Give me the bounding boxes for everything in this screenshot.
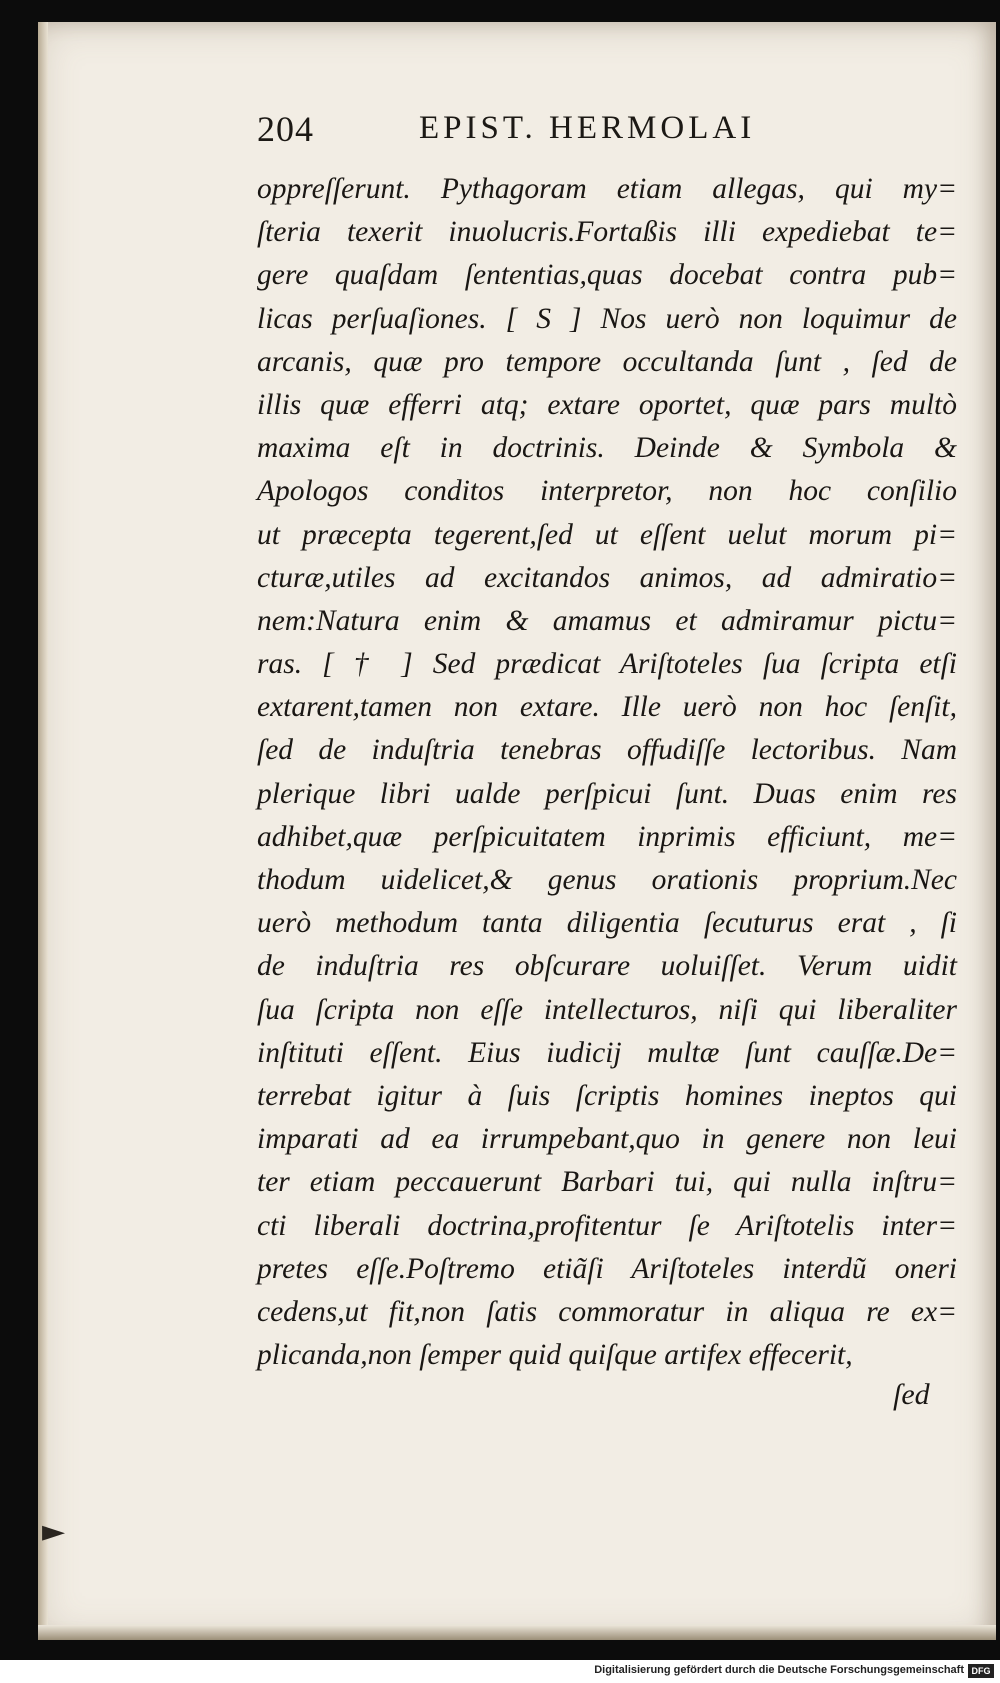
text-line: cedens,ut fit,non ſatis commoratur in aliqua re ex=: [257, 1295, 957, 1328]
text-line: ter etiam peccauerunt Barbari tui, qui nulla inſtru=: [257, 1166, 957, 1199]
footer-credit: Digitalisierung gefördert durch die Deutsche Forschungsgemeinschaft: [594, 1664, 964, 1676]
catchword: ſed: [893, 1378, 930, 1411]
text-line: plicanda,non ſemper quid quiſque artifex effecerit,: [257, 1339, 853, 1372]
running-head-title: EPIST. HERMOLAI: [419, 110, 756, 146]
running-head: [257, 108, 977, 158]
text-line: uerò methodum tanta diligentia ſecuturus erat , ſi: [257, 907, 957, 940]
page-gutter-edge: [38, 22, 48, 1640]
text-line: ſua ſcripta non eſſe intellecturos, niſi qui liberaliter: [257, 993, 957, 1026]
text-line: cti liberali doctrina,profitentur ſe Ariſtotelis inter=: [257, 1209, 957, 1242]
body-text: [257, 168, 957, 1377]
text-line: licas perſuaſiones. [ S ] Nos uerò non loquimur de: [257, 302, 957, 335]
text-line: ras. [ † ] Sed prædicat Ariſtoteles ſua ſcripta etſi: [257, 648, 957, 681]
text-line: maxima eſt in doctrinis. Deinde & Symbola &: [257, 432, 957, 465]
page-number: 204: [257, 109, 314, 149]
text-line: thodum uidelicet,& genus orationis proprium.Nec: [257, 864, 957, 896]
text-line: illis quæ efferri atq; extare oportet, quæ pars multò: [257, 388, 957, 421]
text-line: pretes eſſe.Poſtremo etiãſi Ariſtoteles interdũ oneri: [257, 1252, 957, 1285]
text-line: extarent,tamen non extare. Ille uerò non hoc ſenſit,: [257, 691, 957, 724]
digitization-footer: [0, 1660, 1000, 1683]
text-line: plerique libri ualde perſpicui ſunt. Duas enim res: [257, 777, 957, 810]
text-line: inſtituti eſſent. Eius iudicij multæ ſunt cauſſæ.De=: [257, 1036, 957, 1069]
text-line: oppreſſerunt. Pythagoram etiam allegas, qui my=: [257, 173, 957, 205]
text-line: terrebat igitur à ſuis ſcriptis homines ineptos qui: [257, 1079, 957, 1112]
text-line: cturæ,utiles ad excitandos animos, ad admiratio=: [257, 561, 957, 594]
text-line: de induſtria res obſcurare uoluiſſet. Verum uidit: [257, 950, 957, 983]
text-line: ut præcepta tegerent,ſed ut eſſent uelut morum pi=: [257, 518, 957, 551]
text-line: nem:Natura enim & amamus et admiramur pictu=: [257, 604, 957, 637]
text-line: ſed de induſtria tenebras offudiſſe lectoribus. Nam: [257, 734, 957, 767]
page-bottom-edge: [38, 1625, 996, 1640]
text-line: arcanis, quæ pro tempore occultanda ſunt , ſed de: [257, 345, 957, 378]
text-line: imparati ad ea irrumpebant,quo in genere non leui: [257, 1123, 957, 1156]
text-line: Apologos conditos interpretor, non hoc conſilio: [257, 475, 957, 508]
margin-arrow-icon: ►: [42, 1514, 66, 1549]
text-line: adhibet,quæ perſpicuitatem inprimis efficiunt, me=: [257, 820, 957, 853]
text-line: ſteria texerit inuolucris.Fortaßis illi expediebat te=: [257, 216, 957, 249]
text-line: gere quaſdam ſententias,quas docebat contra pub=: [257, 259, 957, 292]
dfg-logo-icon: DFG: [968, 1664, 994, 1678]
